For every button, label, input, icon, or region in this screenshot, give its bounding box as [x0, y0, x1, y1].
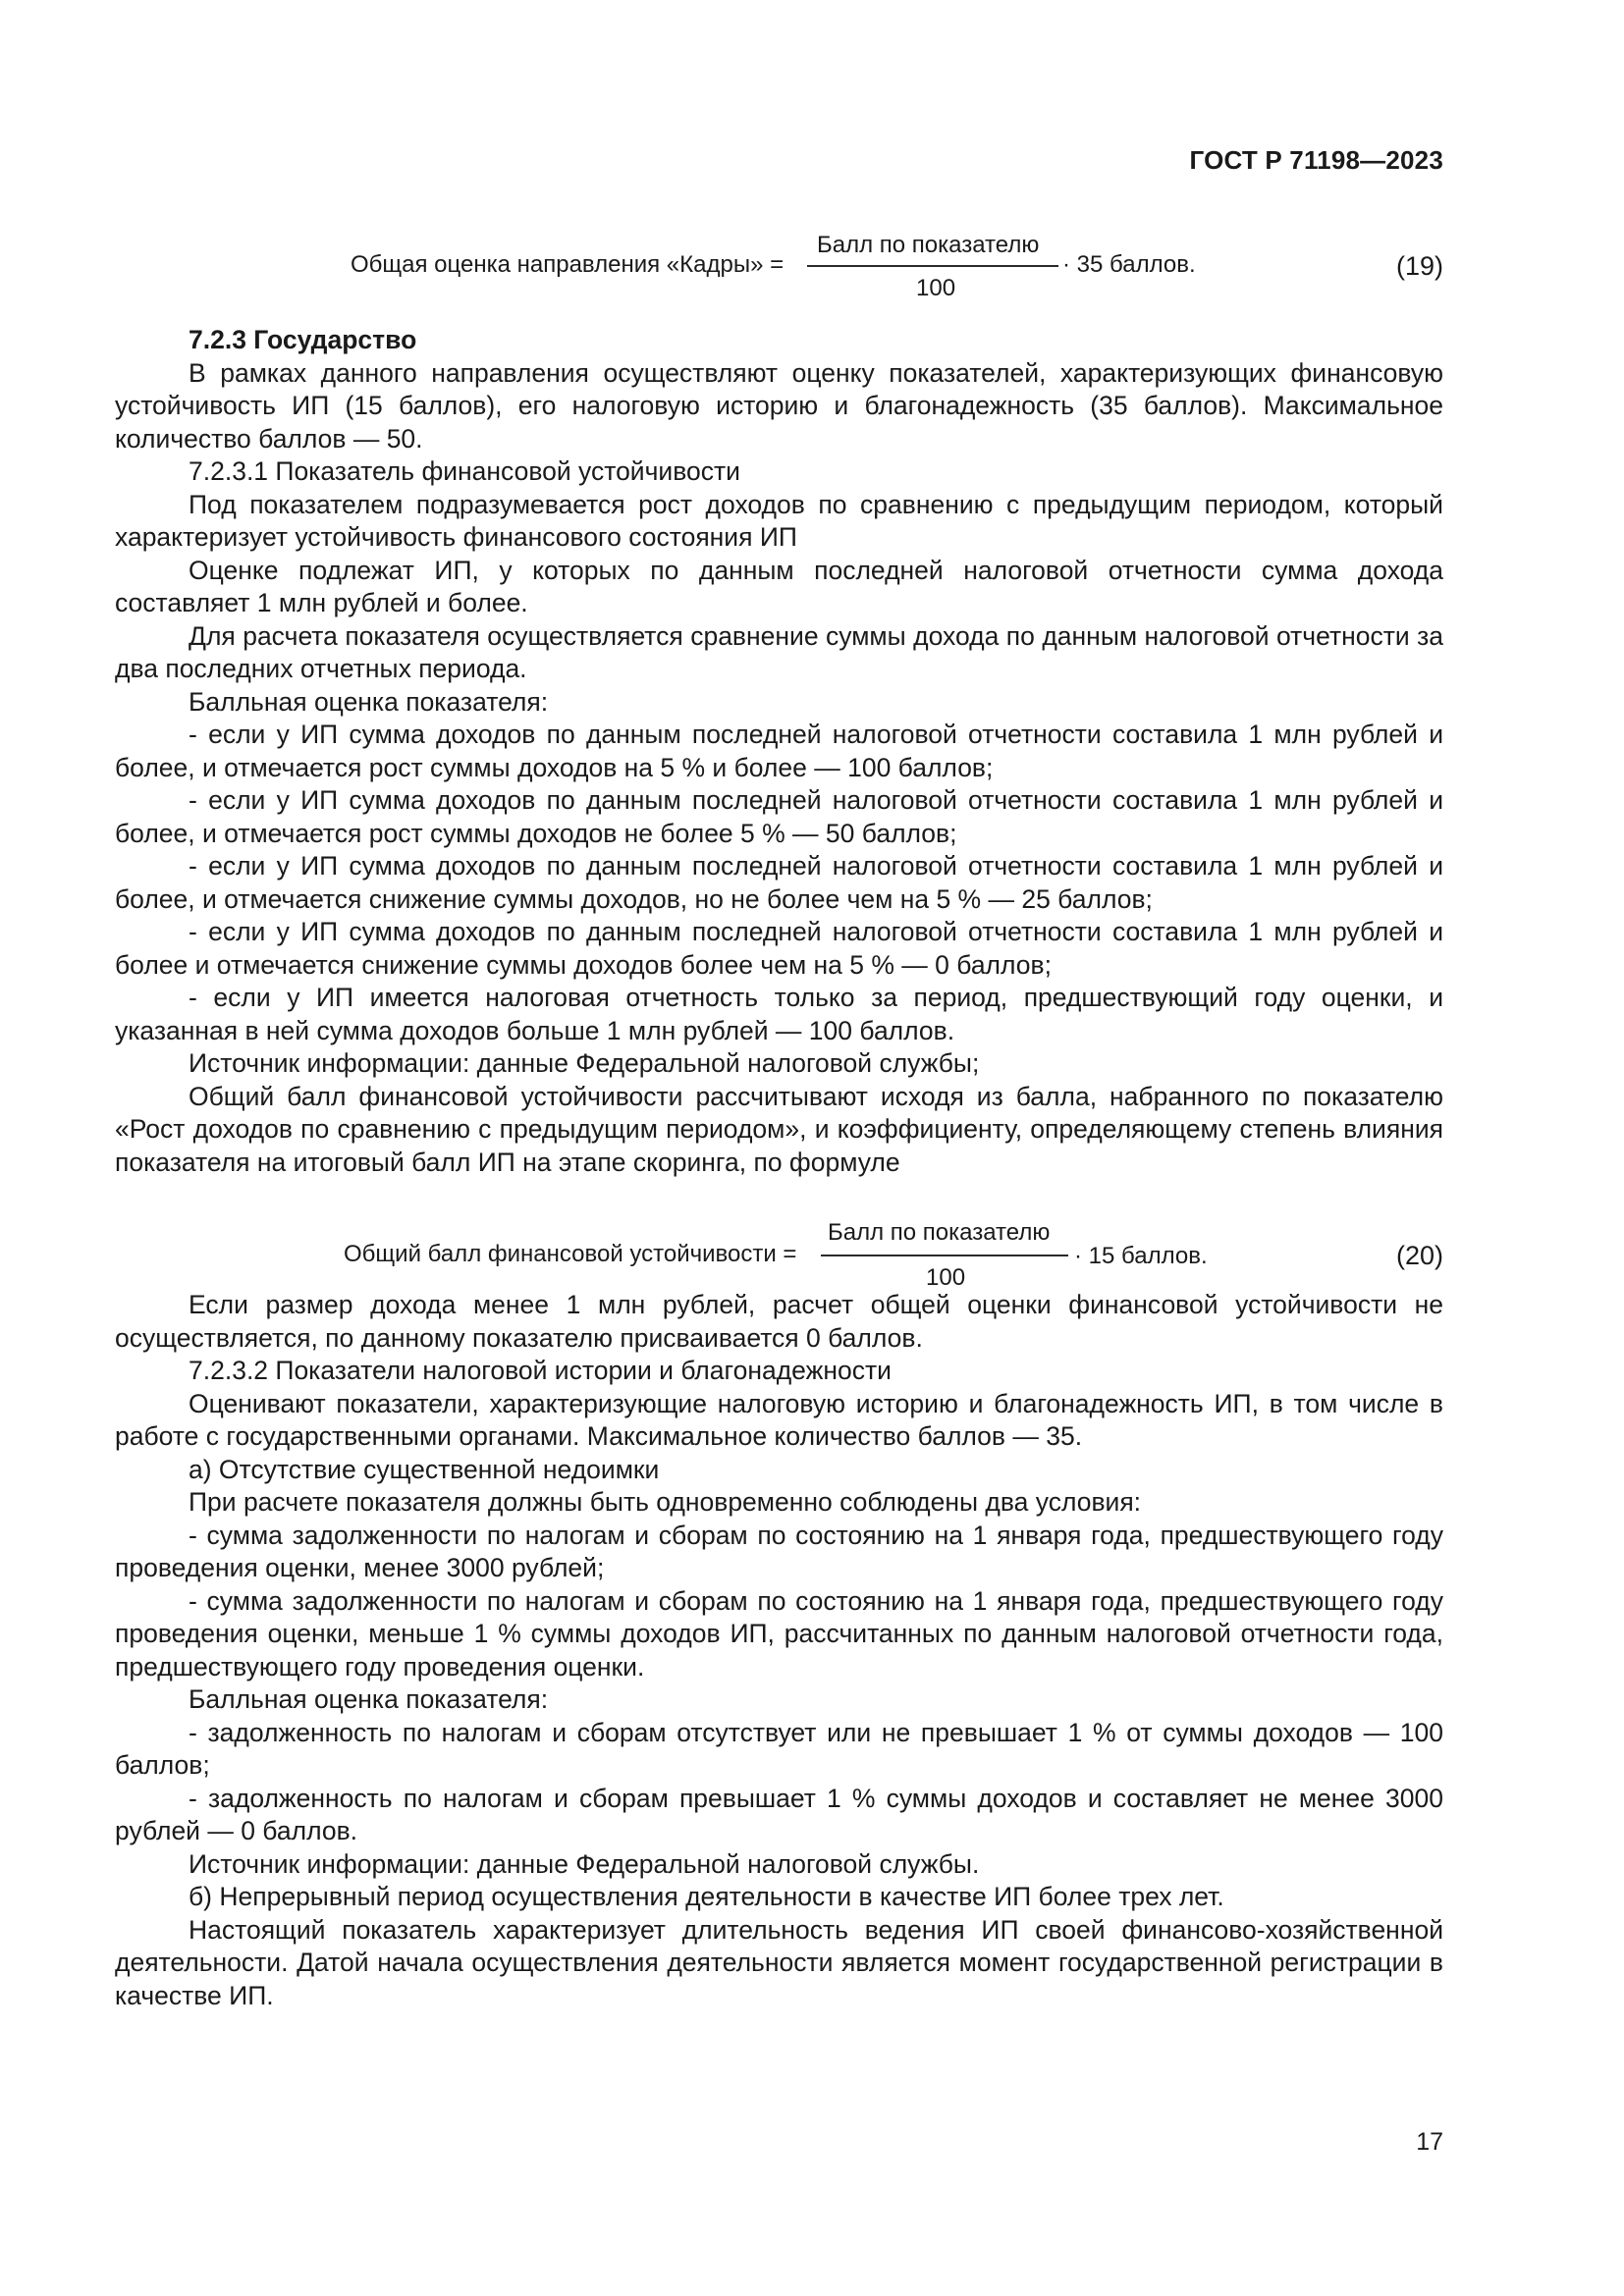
formula-multiplier: · 15 баллов.	[1074, 1243, 1208, 1269]
paragraph: Балльная оценка показателя:	[189, 1684, 549, 1714]
section-heading: 7.2.3 Государство	[189, 325, 417, 354]
subsection-title: 7.2.3.1 Показатель финансовой устойчивости	[189, 456, 740, 486]
list-item: - если у ИП сумма доходов по данным последней налоговой отчетности составила 1 млн рублей и более и отмечается снижение суммы доходов более чем на 5 % — 0 баллов;	[115, 917, 1443, 980]
formula-denominator: 100	[926, 1264, 966, 1291]
list-item: - если у ИП сумма доходов по данным последней налоговой отчетности составила 1 млн рублей и более, и отмечается снижение суммы доходов, но не более чем на 5 % — 25 баллов;	[115, 851, 1443, 914]
formula-denominator: 100	[916, 275, 956, 301]
paragraph: Источник информации: данные Федеральной налоговой службы;	[189, 1048, 980, 1078]
formula-numerator: Балл по показателю	[828, 1219, 1051, 1246]
paragraph: Оценивают показатели, характеризующие налоговую историю и благонадежность ИП, в том числе в работе с государственными органами. Максимальное количество баллов — 35.	[115, 1388, 1443, 1451]
page-number: 17	[1416, 2128, 1443, 2156]
fraction-bar	[821, 1255, 1068, 1256]
equation-number: (19)	[1395, 251, 1443, 281]
formula-19	[0, 228, 1624, 316]
paragraph: В рамках данного направления осуществляют оценку показателей, характеризующих финансовую устойчивость ИП (15 баллов), его налоговую историю и благонадежность (35 баллов). Максимальное количество баллов — 50.	[115, 357, 1443, 454]
formula-20	[0, 1215, 1624, 1304]
formula-multiplier: · 35 баллов.	[1062, 251, 1196, 278]
paragraph: Под показателем подразумевается рост доходов по сравнению с предыдущим периодом, который характеризует устойчивость финансового состояния ИП	[115, 489, 1443, 552]
list-item: - задолженность по налогам и сборам превышает 1 % суммы доходов и составляет не менее 3000 рублей — 0 баллов.	[115, 1783, 1443, 1845]
list-item: - сумма задолженности по налогам и сборам по состоянию на 1 января года, предшествующего году проведения оценки, меньше 1 % суммы доходов ИП, рассчитанных по данным налоговой отчетности года, предшествующего году проведения оценки.	[115, 1585, 1443, 1682]
paragraph: Настоящий показатель характеризует длительность ведения ИП своей финансово-хозяйственной деятельности. Датой начала осуществления деятельности является момент государственной регистрации в качестве ИП.	[115, 1914, 1443, 2010]
list-item: - сумма задолженности по налогам и сборам по состоянию на 1 января года, предшествующего году проведения оценки, менее 3000 рублей;	[115, 1520, 1443, 1582]
list-item: - задолженность по налогам и сборам отсутствует или не превышает 1 % от суммы доходов — 100 баллов;	[115, 1717, 1443, 1780]
paragraph: а) Отсутствие существенной недоимки	[189, 1454, 660, 1484]
paragraph: б) Непрерывный период осуществления деятельности в качестве ИП более трех лет.	[189, 1882, 1224, 1911]
formula-lhs: Общий балл финансовой устойчивости =	[344, 1241, 797, 1267]
paragraph: При расчете показателя должны быть одновременно соблюдены два условия:	[189, 1487, 1142, 1517]
list-item: - если у ИП сумма доходов по данным последней налоговой отчетности составила 1 млн рублей и более, и отмечается рост суммы доходов не более 5 % — 50 баллов;	[115, 785, 1443, 848]
paragraph: Балльная оценка показателя:	[189, 686, 549, 717]
formula-lhs: Общая оценка направления «Кадры» =	[351, 251, 785, 278]
formula-numerator: Балл по показателю	[817, 232, 1040, 258]
paragraph: Для расчета показателя осуществляется сравнение суммы дохода по данным налоговой отчетности за два последних отчетных периода.	[115, 620, 1443, 683]
paragraph: Оценке подлежат ИП, у которых по данным последней налоговой отчетности сумма дохода составляет 1 млн рублей и более.	[115, 555, 1443, 617]
paragraph: Источник информации: данные Федеральной налоговой службы.	[189, 1848, 980, 1879]
fraction-bar	[807, 265, 1058, 267]
paragraph: Общий балл финансовой устойчивости рассчитывают исходя из балла, набранного по показателю «Рост доходов по сравнению с предыдущим периодом», и коэффициенту, определяющему степень влияния показателя на итоговый балл ИП на этапе скоринга, по формуле	[115, 1081, 1443, 1177]
list-item: - если у ИП сумма доходов по данным последней налоговой отчетности составила 1 млн рублей и более, и отмечается рост суммы доходов на 5 % и более — 100 баллов;	[115, 720, 1443, 782]
list-item: - если у ИП имеется налоговая отчетность только за период, предшествующий году оценки, и указанная в ней сумма доходов больше 1 млн рублей — 100 баллов.	[115, 983, 1443, 1045]
subsection-title: 7.2.3.2 Показатели налоговой истории и благонадежности	[189, 1356, 892, 1385]
document-body	[115, 324, 1443, 2012]
document-id: ГОСТ Р 71198—2023	[1189, 145, 1443, 175]
paragraph: Если размер дохода менее 1 млн рублей, расчет общей оценки финансовой устойчивости не осуществляется, по данному показателю присваивается 0 баллов.	[115, 1290, 1443, 1353]
equation-number: (20)	[1395, 1241, 1443, 1270]
